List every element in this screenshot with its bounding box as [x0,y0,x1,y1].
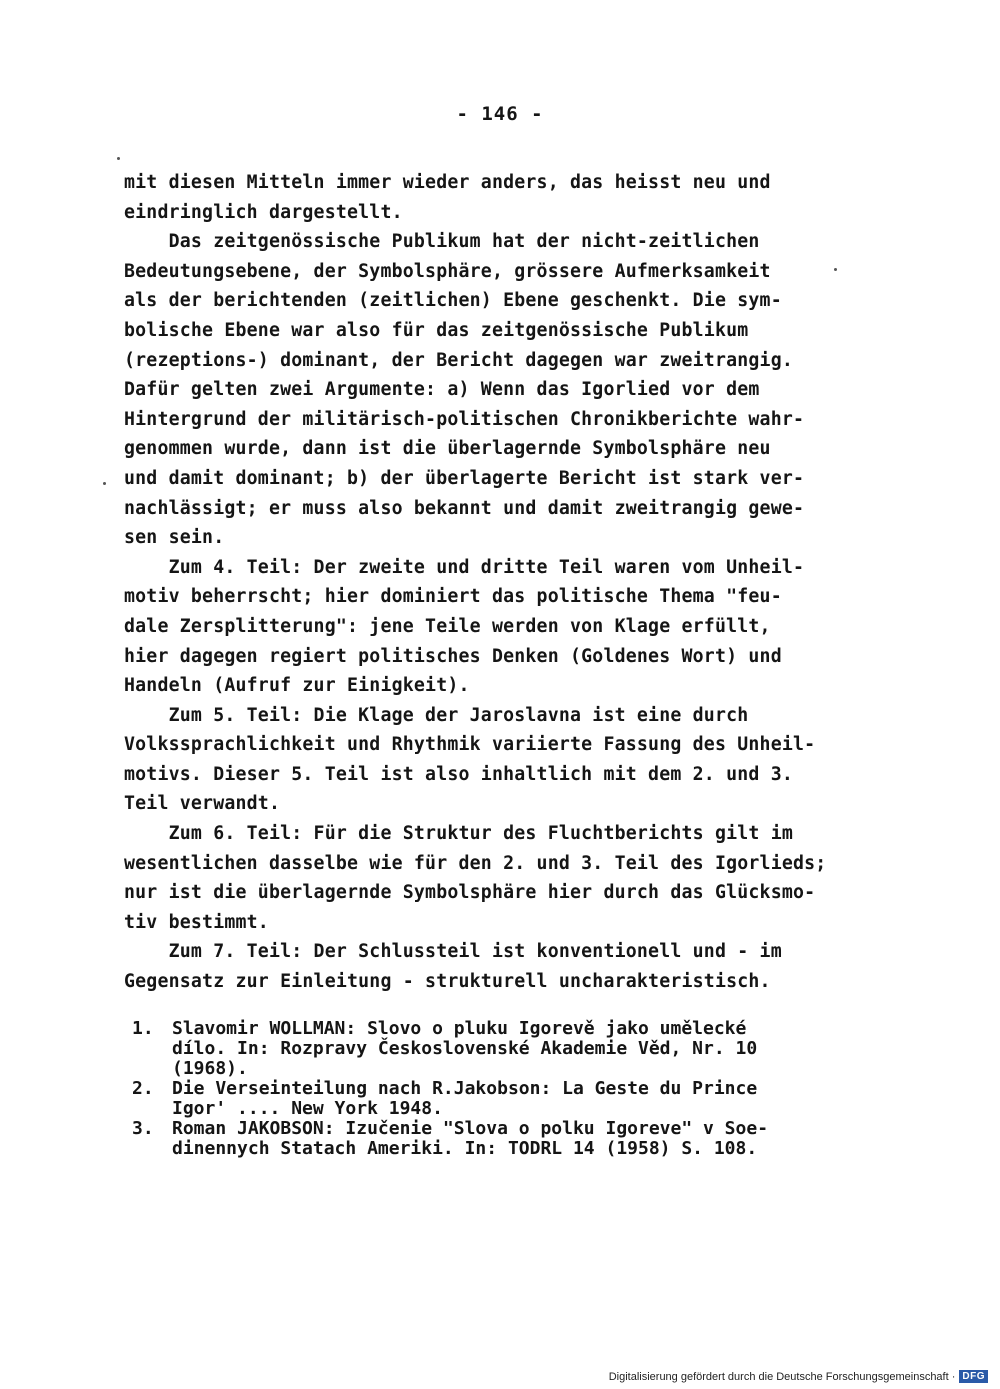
body-text [124,168,874,997]
footnotes [132,1019,872,1159]
body-line: Zum 7. Teil: Der Schlussteil ist konventionell und - im [124,941,782,963]
footnote [132,1079,872,1119]
footnote-line: (1968). [172,1058,248,1079]
page-number: - 146 - [456,103,544,125]
body-line: eindringlich dargestellt. [124,201,403,223]
body-line: wesentlichen dasselbe wie für den 2. und 3. Teil des Igorlieds; [124,852,827,874]
body-line: Volkssprachlichkeit und Rhythmik variierte Fassung des Unheil- [124,734,816,756]
body-line: nachlässigt; er muss also bekannt und damit zweitrangig gewe- [124,497,805,519]
body-line: Gegensatz zur Einleitung - strukturell uncharakteristisch. [124,971,771,993]
footnote-line: Roman JAKOBSON: Izučenie "Slova o polku Igoreve" v Soe- [172,1118,769,1139]
footnote-line: Igor' .... New York 1948. [172,1098,443,1119]
body-line: Bedeutungsebene, der Symbolsphäre, grössere Aufmerksamkeit [124,260,771,282]
body-line: hier dagegen regiert politisches Denken (Goldenes Wort) und [124,645,782,667]
footnote-line: dinennych Statach Ameriki. In: TODRL 14 (1958) S. 108. [172,1138,758,1159]
scan-speck [834,268,837,271]
body-line: Zum 5. Teil: Die Klage der Jaroslavna ist eine durch [124,704,749,726]
scan-speck [103,482,106,485]
body-line: (rezeptions-) dominant, der Bericht dagegen war zweitrangig. [124,349,793,371]
body-line: Dafür gelten zwei Argumente: a) Wenn das Igorlied vor dem [124,379,760,401]
dfg-logo: DFG [959,1370,988,1383]
body-line: dale Zersplitterung": jene Teile werden von Klage erfüllt, [124,615,771,637]
body-line: motivs. Dieser 5. Teil ist also inhaltlich mit dem 2. und 3. [124,763,793,785]
body-line: bolische Ebene war also für das zeitgenössische Publikum [124,319,749,341]
footnote-number: 3. [132,1118,154,1139]
body-line: genommen wurde, dann ist die überlagernde Symbolsphäre neu [124,438,771,460]
footnote [132,1119,872,1159]
body-line: Teil verwandt. [124,793,281,815]
footnote-number: 1. [132,1018,154,1039]
footnote-line: Die Verseinteilung nach R.Jakobson: La Geste du Prince [172,1078,758,1099]
body-line: tiv bestimmt. [124,911,269,933]
body-line: Handeln (Aufruf zur Einigkeit). [124,675,470,697]
body-line: und damit dominant; b) der überlagerte Bericht ist stark ver- [124,467,805,489]
body-line: sen sein. [124,527,225,549]
body-line: Zum 4. Teil: Der zweite und dritte Teil waren vom Unheil- [124,556,805,578]
body-line: Hintergrund der militärisch-politischen Chronikberichte wahr- [124,408,805,430]
footnote-line: Slavomir WOLLMAN: Slovo o pluku Igorevě jako umělecké [172,1018,747,1039]
body-line: nur ist die überlagernde Symbolsphäre hier durch das Glücksmo- [124,882,816,904]
scan-speck [117,157,120,160]
body-line: Zum 6. Teil: Für die Struktur des Fluchtberichts gilt im [124,823,793,845]
body-line: Das zeitgenössische Publikum hat der nicht-zeitlichen [124,231,760,253]
footnote [132,1019,872,1079]
body-line: motiv beherrscht; hier dominiert das politische Thema "feu- [124,586,782,608]
footnote-number: 2. [132,1078,154,1099]
footnote-line: dílo. In: Rozpravy Československé Akademie Věd, Nr. 10 [172,1038,758,1059]
body-line: als der berichtenden (zeitlichen) Ebene geschenkt. Die sym- [124,290,782,312]
credit-text: Digitalisierung gefördert durch die Deutsche Forschungsgemeinschaft · [608,1370,956,1383]
digitization-credit [609,1370,988,1383]
body-line: mit diesen Mitteln immer wieder anders, das heisst neu und [124,172,771,193]
